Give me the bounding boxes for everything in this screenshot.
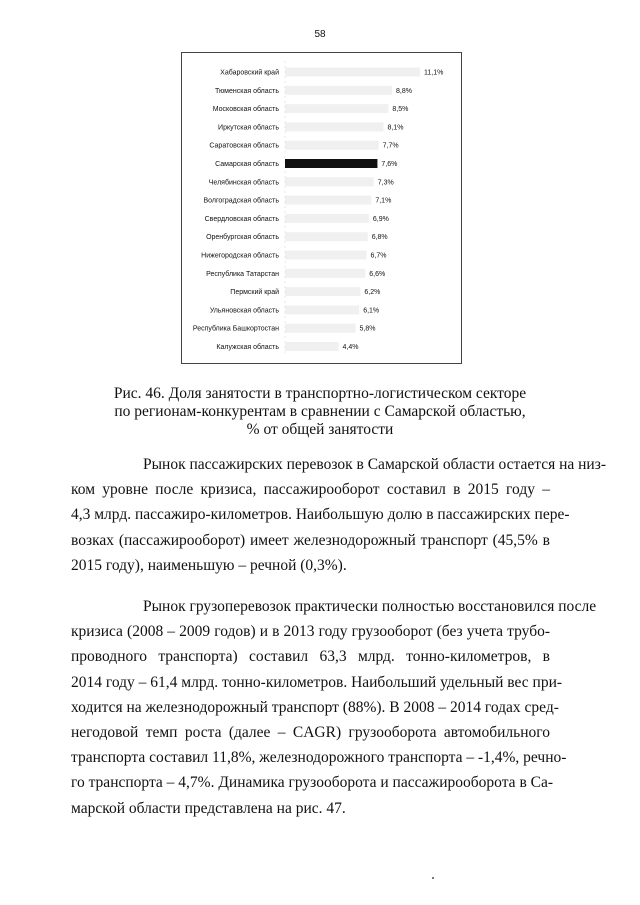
value-label: 11,1% [424, 69, 444, 77]
paragraph-line: ком уровне после кризиса, пассажирооборот составил в 2015 году – [71, 481, 550, 499]
category-label: Калужская область [216, 344, 279, 351]
paragraph-line: марской области представлена на рис. 47. [71, 799, 346, 817]
bar [285, 232, 368, 241]
page-number: 58 [314, 29, 326, 40]
caption-line-1: Рис. 46. Доля занятости в транспортно-логистическом секторе [113, 385, 527, 402]
value-label: 7,7% [382, 142, 399, 150]
paragraph-line: кризиса (2008 – 2009 годов) и в 2013 году грузооборот (без учета трубо- [71, 623, 550, 641]
category-label: Тюменская область [215, 87, 279, 95]
value-label: 7,1% [375, 197, 392, 205]
category-label: Челябинская область [208, 179, 279, 187]
caption-line-3: % от общей занятости [246, 421, 394, 438]
category-label: Ульяновская область [209, 307, 279, 315]
bar-chart-svg [182, 53, 461, 363]
value-label: 6,8% [371, 234, 388, 242]
paragraph-line: Рынок грузоперевозок практически полностью восстановился после [143, 598, 597, 615]
bar [285, 68, 420, 77]
value-label: 6,1% [363, 307, 380, 315]
paragraph-line: 2014 году – 61,4 млрд. тонно-километров. Наибольший удельный вес при- [71, 673, 563, 691]
value-label: 7,6% [381, 161, 398, 168]
bar [285, 342, 339, 351]
paragraph-line: проводного транспорта) составил 63,3 млрд. тонно-километров, в [71, 648, 550, 666]
paragraph-line: 2015 году), наименьшую – речной (0,3%). [71, 556, 347, 574]
paragraph-passenger-transport [71, 452, 607, 578]
paragraph-line: ходится на железнодорожный транспорт (88%). В 2008 – 2014 годах сред- [71, 698, 559, 716]
bar [285, 287, 360, 296]
value-label: 6,6% [369, 270, 386, 278]
value-label: 8,5% [392, 106, 409, 114]
value-label: 7,3% [377, 179, 394, 187]
bar [285, 251, 366, 260]
bar [285, 86, 392, 95]
bar [285, 177, 374, 186]
paragraph-line: го транспорта – 4,7%. Динамика грузооборота и пассажирооборота в Са- [71, 774, 554, 792]
paragraph-line: транспорта составил 11,8%, железнодорожного транспорта – -1,4%, речно- [71, 749, 567, 767]
value-label: 8,8% [396, 87, 412, 95]
caption-line-2: по регионам-конкурентам в сравнении с Самарской областью, [114, 403, 526, 420]
bar [285, 196, 371, 205]
bar [285, 122, 384, 131]
figure-caption [0, 385, 640, 439]
paragraph-line: негодовой темп роста (далее – CAGR) грузооборота автомобильного [71, 724, 550, 742]
category-label: Саратовская область [209, 142, 279, 150]
category-label: Оренбургская область [206, 234, 279, 242]
bar [285, 104, 388, 113]
paragraph-line: возках (пассажирооборот) имеет железнодорожный транспорт (45,5% в [71, 531, 550, 549]
bar [285, 141, 379, 150]
category-label: Волгоградская область [203, 197, 279, 205]
scan-speck [432, 877, 434, 879]
category-label: Иркутская область [218, 124, 279, 132]
bar [285, 269, 365, 278]
value-label: 6,7% [370, 252, 387, 260]
value-label: 8,1% [387, 124, 404, 132]
bar-chart [181, 52, 462, 364]
bar [285, 324, 356, 333]
bar [285, 214, 369, 223]
category-label: Самарская область [215, 161, 279, 168]
category-label: Республика Башкортостан [192, 325, 279, 333]
bar-highlight [285, 159, 377, 168]
paragraph-line: 4,3 млрд. пассажиро-километров. Наибольшую долю в пассажирских пере- [71, 506, 570, 524]
value-label: 6,9% [372, 215, 389, 223]
category-label: Свердловская область [204, 215, 279, 223]
category-label: Пермский край [230, 289, 279, 297]
value-label: 5,8% [359, 325, 376, 333]
paragraph-freight-transport [71, 594, 597, 821]
category-label: Хабаровский край [220, 69, 279, 77]
value-label: 4,4% [342, 344, 359, 351]
category-label: Нижегородская область [201, 252, 279, 260]
value-label: 6,2% [364, 289, 381, 297]
paragraph-line: Рынок пассажирских перевозок в Самарской области остается на низ- [143, 456, 607, 473]
bar [285, 305, 359, 314]
category-label: Республика Татарстан [206, 270, 279, 278]
category-label: Московская область [212, 106, 279, 114]
